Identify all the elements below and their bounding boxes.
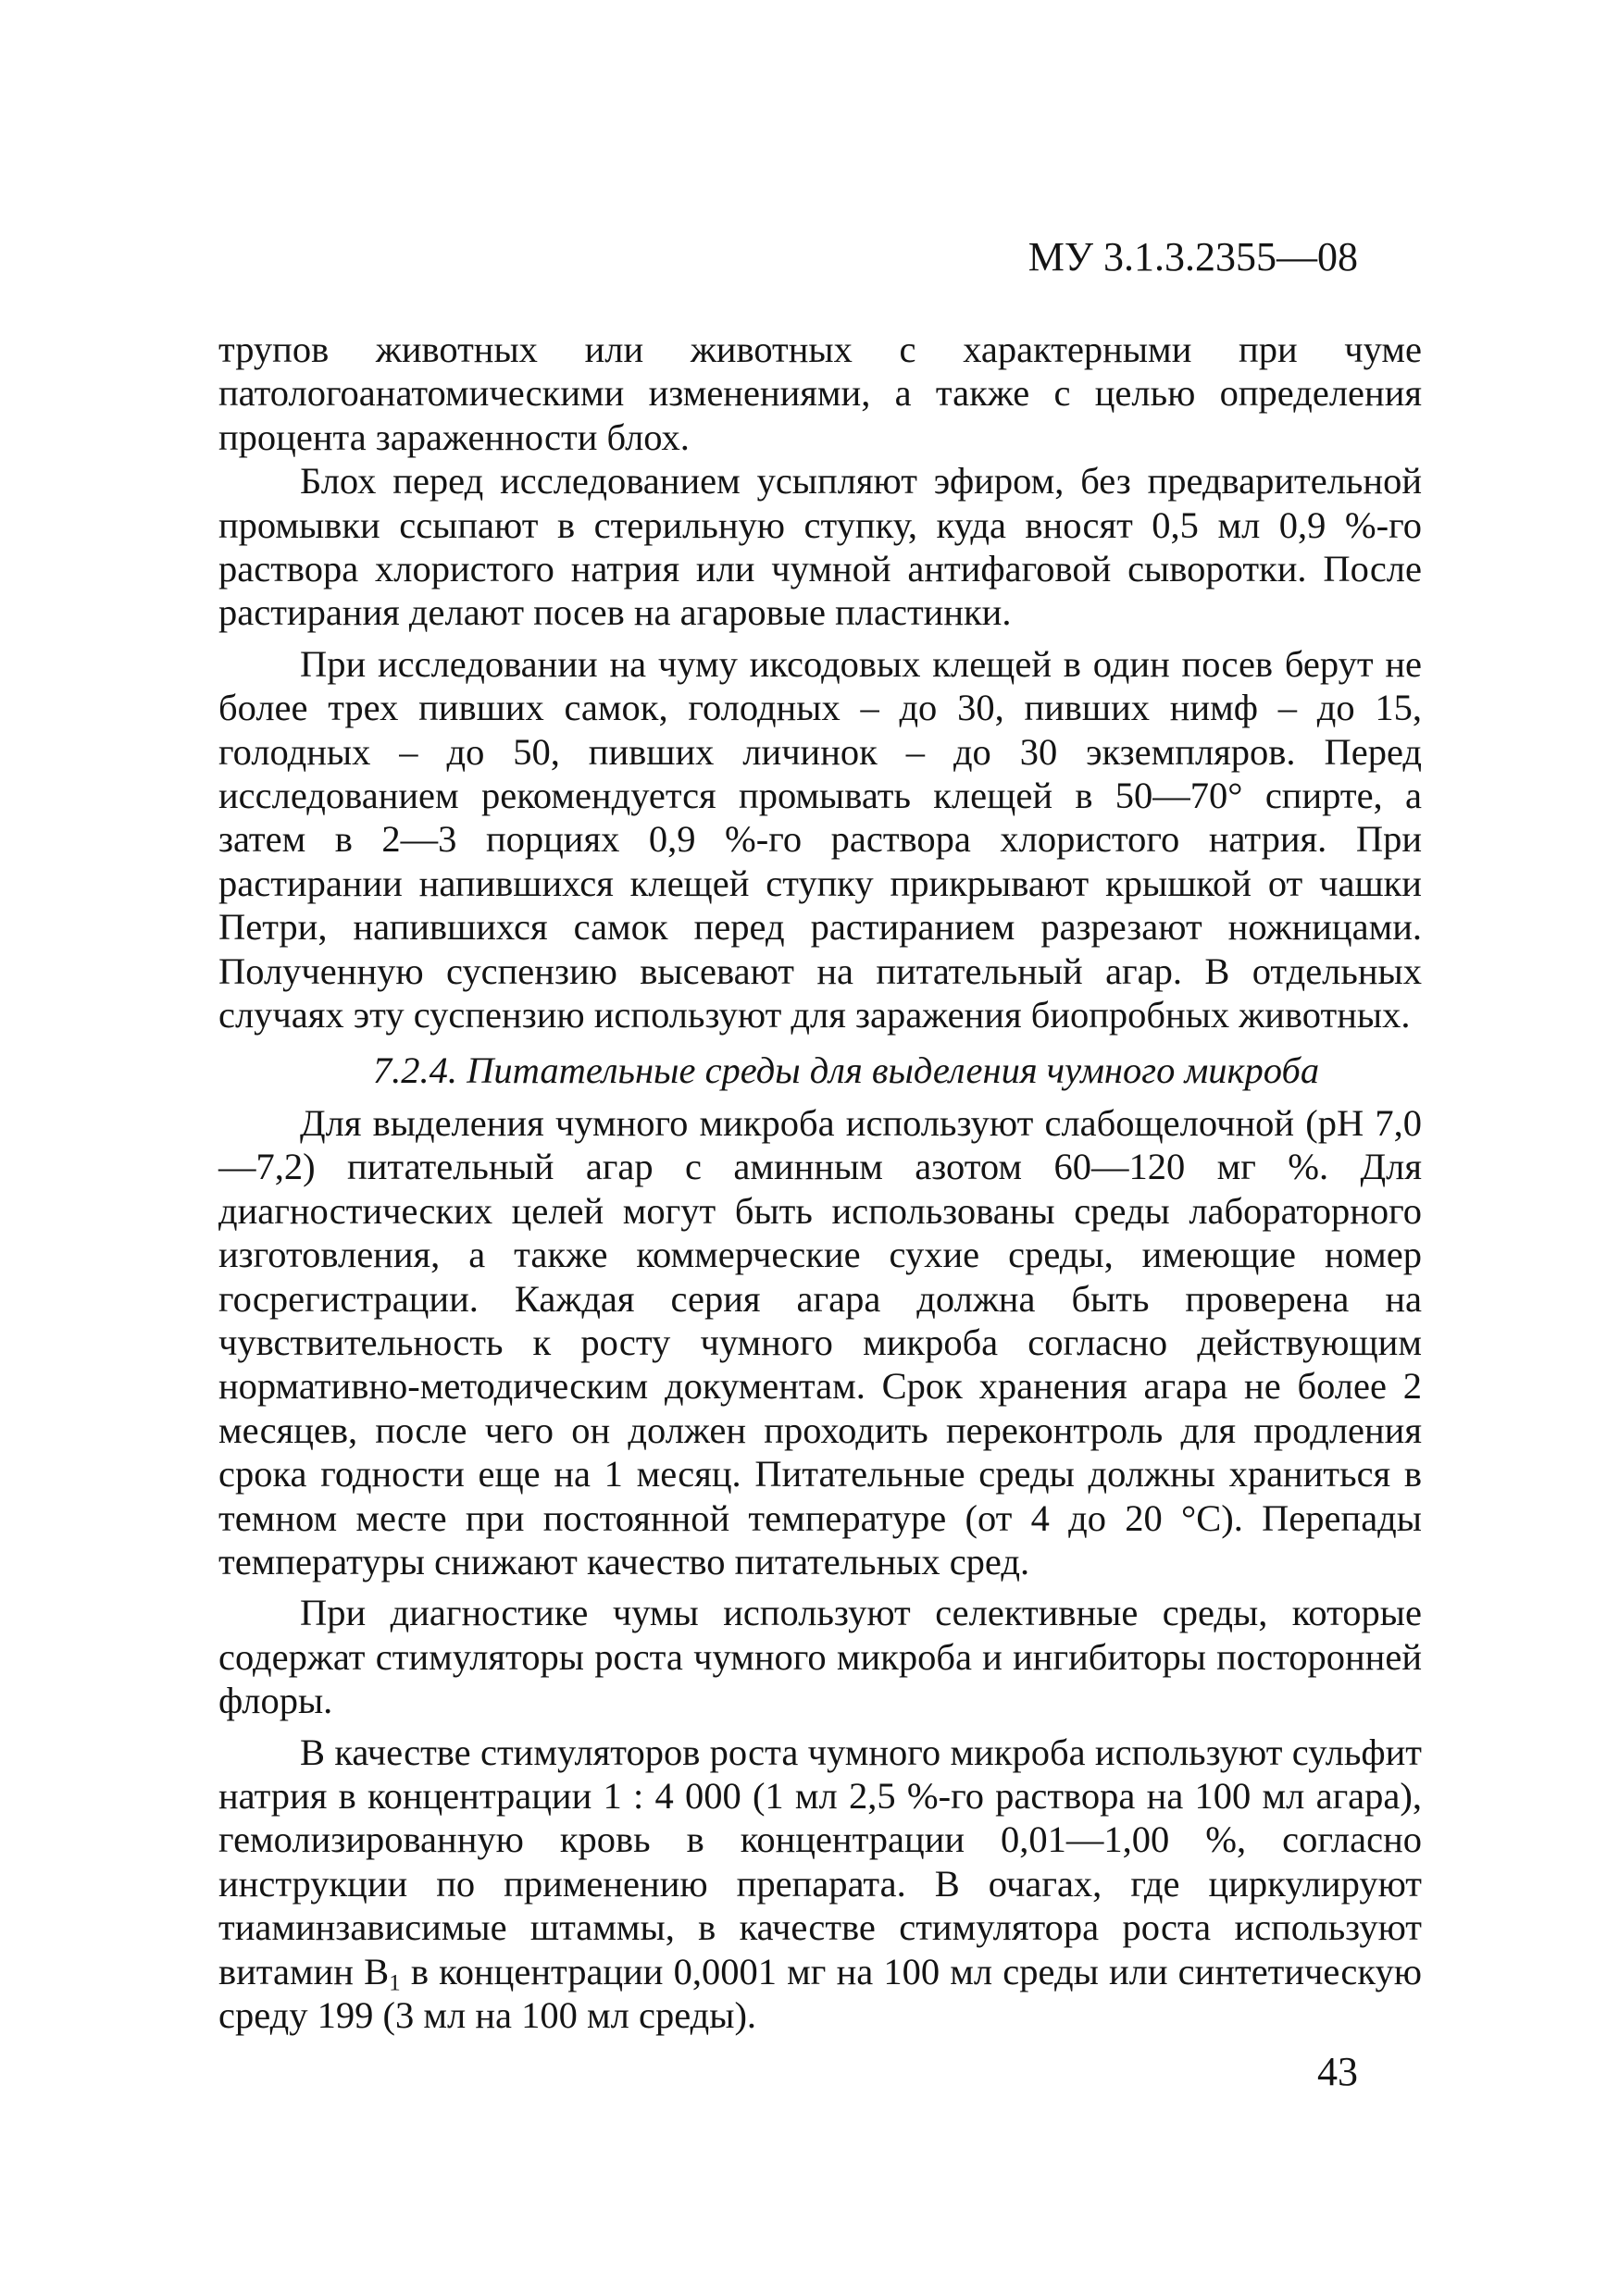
paragraph-selective-media: При диагностике чумы используют селективные среды, которые содержат стимуляторы роста чумного микроба и ингибиторы посторонней флоры. (218, 1592, 1422, 1722)
paragraph-growth-stimulators-text-a: В качестве стимуляторов роста чумного микроба используют сульфит натрия в концентрации 1 : 4 000 (1 мл 2,5 %-го раствора на 100 мл агара), гемолизированную кровь в концентрации 0,01—1,00 %, согласно инструкции по применению препарата. В очагах, где циркулируют тиаминзависимые штаммы, в качестве стимулятора роста используют витамин B (218, 1731, 1422, 1992)
paragraph-growth-stimulators (218, 1731, 1422, 2038)
document-code-header: МУ 3.1.3.2355—08 (1027, 234, 1358, 279)
paragraph-fleas: Блох перед исследованием усыпляют эфиром, без предварительной промывки ссыпают в стерильную ступку, куда вносят 0,5 мл 0,9 %-го раствора хлористого натрия или чумной антифаговой сыворотки. После растирания делают посев на агаровые пластинки. (218, 460, 1422, 634)
section-heading: 7.2.4. Питательные среды для выделения чумного микроба (372, 1049, 1320, 1091)
paragraph-growth-stimulators-text-b: в концентрации 0,0001 мг на 100 мл среды или синтетическую среду 199 (3 мл на 100 мл среды). (218, 1950, 1422, 2037)
paragraph-ticks: При исследовании на чуму иксодовых клещей в один посев берут не более трех пивших самок, голодных – до 30, пивших нимф – до 15, голодных – до 50, пивших личинок – до 30 экземпляров. Перед исследованием рекомендуется промывать клещей в 50—70° спирте, а затем в 2—3 порциях 0,9 %-го раствора хлористого натрия. При растирании напившихся клещей ступку прикрывают крышкой от чашки Петри, напившихся самок перед растиранием разрезают ножницами. Полученную суспензию высевают на питательный агар. В отдельных случаях эту суспензию используют для заражения биопробных животных. (218, 642, 1422, 1036)
page-body (218, 328, 1422, 2037)
paragraph-continuation: трупов животных или животных с характерными при чуме патологоанатомическими изменениями, а также с целью определения процента зараженности блох. (218, 329, 1422, 458)
paragraph-nutrient-agar: Для выделения чумного микроба используют слабощелочной (pH 7,0—7,2) питательный агар с аминным азотом 60—120 мг %. Для диагностических целей могут быть использованы среды лабораторного изготовления, а также коммерческие сухие среды, имеющие номер госрегистрации. Каждая серия агара должна быть проверена на чувствительность к росту чумного микроба согласно действующим нормативно-методическим документам. Срок хранения агара не более 2 месяцев, после чего он должен проходить переконтроль для продления срока годности еще на 1 месяц. Питательные среды должны храниться в темном месте при постоянной температуре (от 4 до 20 °С). Перепады температуры снижают качество питательных сред. (218, 1101, 1422, 1582)
vitamin-subscript: 1 (389, 1969, 401, 1995)
page-number: 43 (1317, 2049, 1358, 2094)
